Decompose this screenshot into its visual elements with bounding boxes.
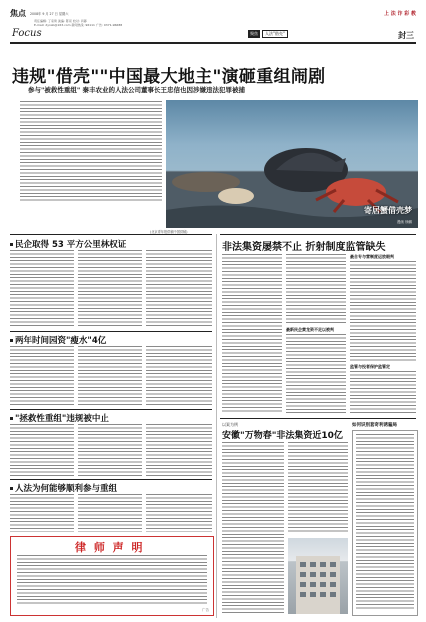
right-top-title: 非法集资屡禁不止 折射制度监管缺失: [222, 242, 386, 253]
cartoon-illustration: [166, 100, 418, 228]
divider: [10, 331, 212, 332]
case-photo: [288, 538, 348, 614]
center-tag: 人法"借壳": [262, 30, 288, 38]
editor-line: 责任编辑: 丁家琦 美编: 陈亮 校对: 肖蓉: [34, 19, 87, 23]
article-4-title: 人法为何能够顺利参与重组: [15, 484, 118, 494]
right-subhead-1: 最新民企黄龙资不足以被判: [286, 327, 334, 332]
right-small-body: [356, 434, 414, 610]
building-photo: [288, 538, 348, 614]
cartoon-credit: 漫画 徐鹏: [396, 220, 412, 224]
right-top-body-col2: [286, 254, 346, 324]
article-3-body-col2: [78, 424, 142, 476]
divider: [220, 418, 416, 419]
lawyer-notice-tag: 广告: [202, 608, 209, 612]
date-line: 2008年 9 月 27 日 星期六: [30, 11, 69, 16]
article-1-body-col2: [78, 250, 142, 328]
square-bullet-icon: [10, 243, 13, 246]
square-bullet-icon: [10, 339, 13, 342]
divider: [220, 234, 416, 235]
article-3-header: [10, 412, 109, 424]
section-title-cn: 焦点: [10, 8, 26, 18]
article-1-body-col3: [146, 250, 212, 328]
article-1-header: [10, 238, 126, 250]
lead-paragraph: [20, 101, 162, 201]
lawyer-notice-body: [17, 555, 207, 605]
contact-line: E-mail: dynsb@163.com 新闻热线: 96111 广告: 0371-96688: [34, 23, 123, 27]
article-4-body-col3: [146, 494, 212, 532]
article-4-header: [10, 482, 117, 494]
article-1-body-col1: [10, 250, 74, 328]
square-bullet-icon: [10, 487, 13, 490]
article-2-title: 两年时间园资"瘦水"4亿: [15, 336, 107, 346]
article-3-title: "拯救性重组"违规被中止: [15, 414, 109, 424]
masthead: [10, 8, 416, 56]
article-2-body-col1: [10, 346, 74, 406]
right-small-box: [352, 430, 418, 616]
case-title: 安徽"万物春"非法集资近10亿: [222, 431, 343, 441]
right-subhead-2: 最合专与营制度运放眼判: [350, 254, 394, 259]
right-top-body-col2b: [286, 334, 346, 414]
lawyer-notice: [10, 536, 214, 616]
page-label: 封三: [398, 31, 414, 40]
article-2-body-col3: [146, 346, 212, 406]
article-4-body-col1: [10, 494, 74, 532]
article-4-body-col2: [78, 494, 142, 532]
right-top-body-col3b: [350, 371, 416, 415]
photo-caption: (北京青年报供稿中国供稿): [150, 230, 188, 234]
column-divider: [216, 234, 217, 618]
article-3-body-col3: [146, 424, 212, 476]
square-bullet-icon: [10, 417, 13, 420]
divider: [10, 479, 212, 480]
main-subheadline: 参与"被救性重组" 秦丰农业的人法公司董事长王忠信也因涉嫌违法犯罪被捕: [28, 86, 246, 94]
article-2-header: [10, 334, 106, 346]
center-badge-label: 聚焦: [250, 31, 258, 36]
right-top-body-col1: [222, 254, 282, 414]
divider: [10, 234, 212, 235]
case-body-col1: [222, 442, 284, 614]
section-title-en: Focus: [12, 28, 42, 39]
case-label: 以案为例: [222, 422, 238, 427]
divider: [10, 409, 212, 410]
right-small-title: 如何识别套奇利诱骗局: [352, 423, 397, 428]
masthead-rule: [10, 42, 416, 44]
article-2-body-col2: [78, 346, 142, 406]
case-body-col2: [288, 442, 348, 534]
article-3-body-col1: [10, 424, 74, 476]
brand-name: 上 法 诈 彩 教: [384, 10, 416, 17]
right-subhead-3: 监管与投者保护监管定: [350, 364, 390, 369]
article-1-title: 民企取得 53 平方公里林权证: [15, 240, 127, 250]
lawyer-notice-title: 律 师 声 明: [75, 541, 145, 554]
center-badge: [248, 30, 288, 38]
main-headline: 违规"借壳""中国最大地主"演砸重组闹剧: [12, 67, 326, 87]
right-top-body-col3: [350, 261, 416, 361]
cartoon-overlay-title: 寄居蟹借壳梦: [364, 206, 412, 215]
